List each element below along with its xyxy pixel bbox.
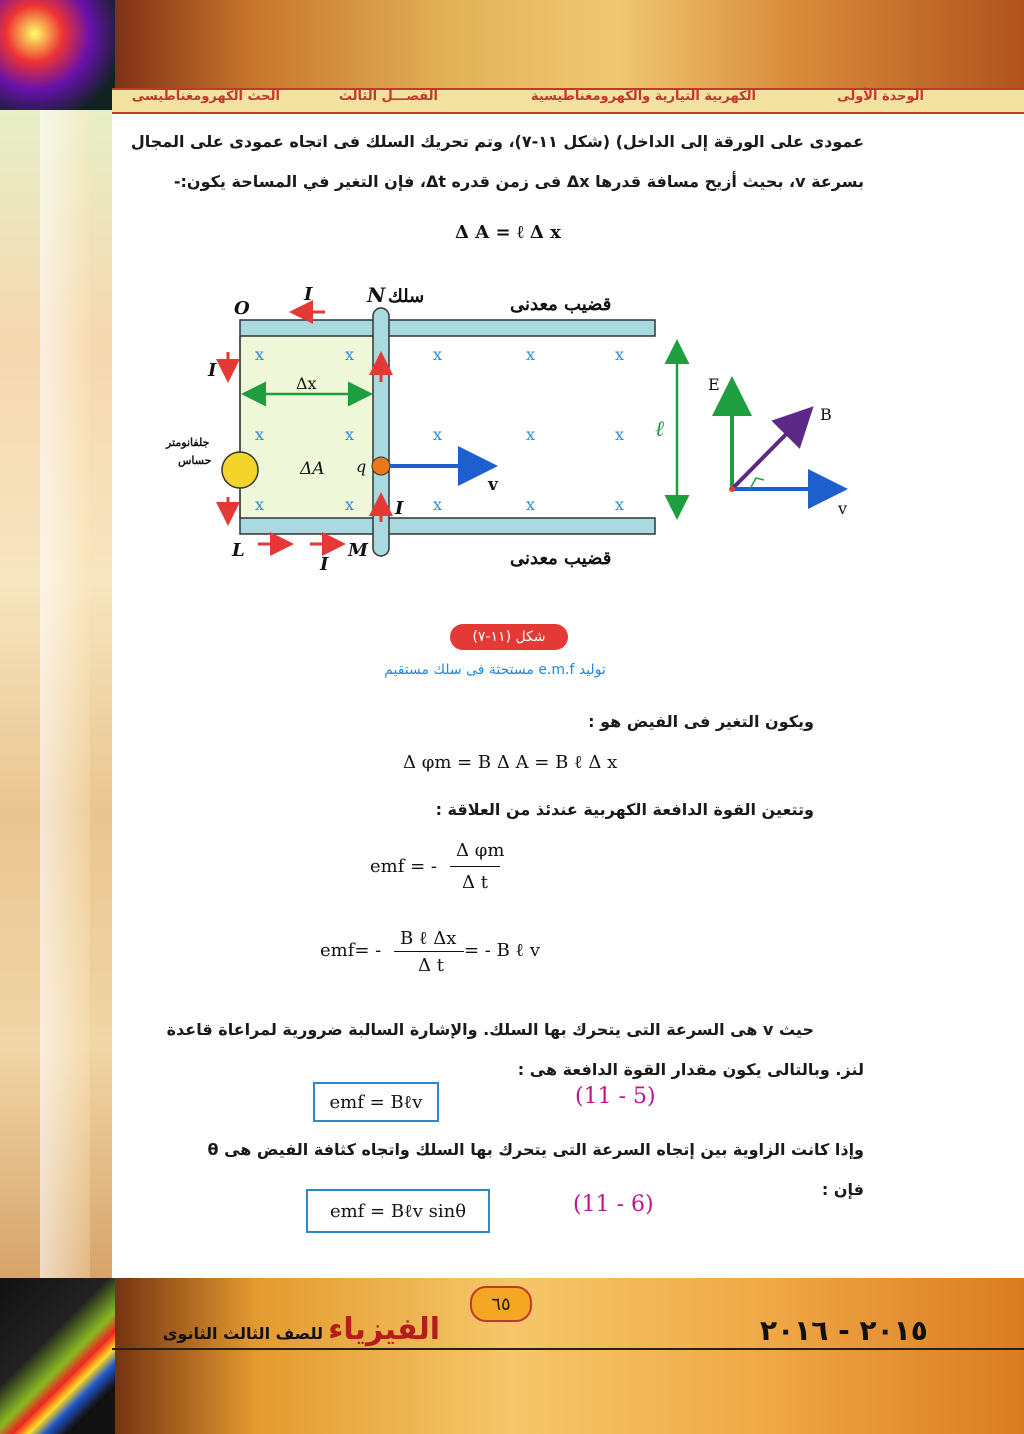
emf2-denominator: Δ t [418,955,444,976]
emf2-numerator: B ℓ Δx [400,928,457,949]
label-m: M [348,540,368,561]
label-rod-top: قضيب معدنى [510,294,612,315]
label-q: q [356,457,367,476]
label-vector-b: B [820,405,832,424]
field-mark: x [255,495,265,514]
label-sensitive: حساس [178,454,212,467]
label-v: v [488,475,498,495]
header-unit: الوحدة الأولى [837,89,924,104]
field-mark: x [433,495,443,514]
vector-diagram [708,375,847,518]
field-mark: x [615,495,625,514]
explanation-line-1: حيث v هى السرعة التى يتحرك بها السلك. والإشارة السالبة ضرورية لمراعاة قاعدة [166,1020,814,1039]
label-delta-a: ΔA [300,459,325,479]
label-rod-bottom: قضيب معدنى [510,548,612,569]
vector-origin [729,486,735,492]
field-mark: x [526,495,536,514]
field-mark: x [345,345,355,364]
emf1-fraction-bar [450,866,500,867]
label-i-top: I [304,284,313,305]
field-mark: x [433,345,443,364]
equation-box-emf-sin: emf = Bℓv sinθ [306,1189,490,1233]
field-mark: x [526,425,536,444]
label-galvanometer: جلفانومتر [166,436,210,449]
bottom-rail [240,518,655,534]
galvanometer [222,452,258,488]
header-topic: الكهربية التيارية والكهرومغناطيسية [530,89,756,104]
equation-box-emf: emf = Bℓv [313,1082,439,1122]
label-vector-v: v [838,499,848,518]
label-length: ℓ [655,417,665,442]
figure-caption-text: توليد e.m.f مستحثة فى سلك مستقيم [384,662,606,678]
field-mark: x [526,345,536,364]
charge-q [372,457,390,475]
footer-year: ٢٠١٥ - ٢٠١٦ [760,1314,928,1347]
emf2-fraction-bar [394,951,464,952]
label-n: N [367,283,386,307]
emf2-lhs: emf= - [320,940,382,961]
figure-caption-pill: شكل (١١-٧) [450,624,568,650]
label-wire: سلك [388,286,425,307]
emf-intro: وتتعين القوة الدافعة الكهربية عندئذ من العلاقة : [435,800,814,819]
top-left-decoration [0,0,115,112]
footer-title-group [120,1312,440,1356]
label-vector-e: E [708,375,720,394]
then-line: فإن : [821,1180,864,1199]
equation-area: Δ A = ℓ Δ x [455,222,561,243]
header-lesson: الحث الكهرومغناطيسى [131,89,280,104]
field-mark: x [255,425,265,444]
prism-decoration [0,1278,115,1434]
angle-line: وإذا كانت الزاوية بين إتجاه السرعة التى يتحرك بها السلك واتجاه كثافة الفيض هى θ [207,1140,864,1159]
field-mark: x [433,425,443,444]
label-i-left: I [208,360,217,381]
top-rail [240,320,655,336]
label-o: O [234,298,250,319]
left-strip-highlight [40,110,90,1280]
intro-line-1: عمودى على الورقة إلى الداخل) (شكل ١١-٧)، وتم تحريك السلك فى اتجاه عمودى على المجال [130,132,864,151]
label-i-wire: I [395,498,404,519]
header-chapter: الفصـــل الثالث [338,89,438,104]
label-i-bottom: I [320,554,329,575]
label-l: L [232,540,245,561]
field-mark: x [255,345,265,364]
emf1-lhs: emf = - [370,856,437,877]
top-decorative-band [0,0,1024,88]
explanation-line-2: لنز. وبالتالى يكون مقدار القوة الدافعة هى : [517,1060,864,1079]
emf1-numerator: Δ φm [456,840,505,861]
footer-subtitle: للصف الثالث الثانوى [162,1324,323,1343]
footer-title: الفيزياء [328,1312,440,1347]
page-number: ٦٥ [470,1286,532,1322]
equation-flux: Δ φm = B Δ A = B ℓ Δ x [403,752,618,773]
intro-line-2: بسرعة v، بحيث أزيح مسافة قدرها Δx فى زمن قدره Δt، فإن التغير في المساحة يكون:- [173,172,864,191]
emf1-denominator: Δ t [462,872,488,893]
label-delta-x: Δx [296,374,317,393]
vector-b-arrow [732,412,808,489]
equation-number-11-5: (11 - 5) [575,1084,656,1109]
equation-number-11-6: (11 - 6) [573,1192,654,1217]
field-mark: x [615,425,625,444]
emf2-rhs: = - B ℓ v [464,940,541,961]
field-mark: x [345,425,355,444]
field-mark: x [615,345,625,364]
induction-figure [160,272,880,602]
flux-intro: ويكون التغير فى الفيض هو : [588,712,814,731]
field-mark: x [345,495,355,514]
